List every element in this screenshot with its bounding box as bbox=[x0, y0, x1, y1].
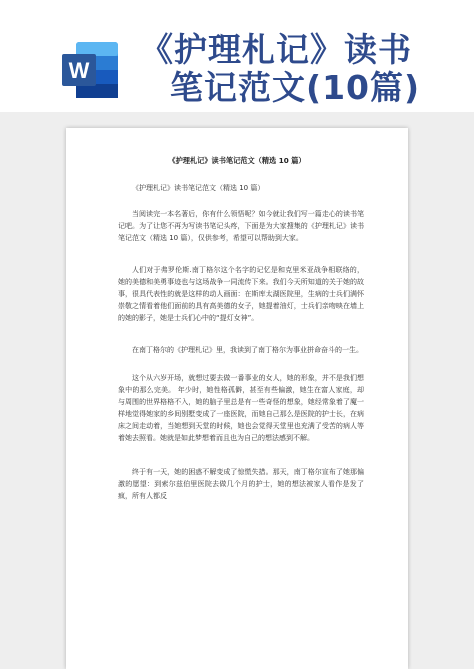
document-subtitle: 《护理札记》读书笔记范文（精选 10 篇） bbox=[132, 184, 265, 192]
page-title-line-2: 笔记范文(10篇) bbox=[170, 68, 421, 107]
paragraph-3: 在南丁格尔的《护理札记》里，我读到了南丁格尔为事业拼命奋斗的一生。 bbox=[132, 346, 363, 354]
paragraph-2: 人们对于弗罗伦斯.南丁格尔这个名字的记忆是和克里米亚战争相联络的，她的美德和美勇事迹也与这场战争一同流传下来。我们今天所知道的关于她的故事，很具代表性的就是这样的动人画面：在斯库太湖医院里，生病的士兵们满怀崇敬之情看着他们面前的具有高美德的女子，她提着油灯，士兵们亲吻映在墙上的她的影子，她是士兵们心中的“提灯女神”。 bbox=[118, 266, 364, 322]
word-document-icon bbox=[58, 38, 122, 102]
document-page bbox=[66, 128, 408, 669]
document-title: 《护理札记》读书笔记范文（精选 10 篇） bbox=[168, 156, 306, 165]
header-banner bbox=[0, 0, 474, 120]
logo-letter: W bbox=[68, 58, 90, 83]
paragraph-4: 这个从六岁开场，就想过要去做一番事业的女人，她的形象，并不是我们想象中的那么完美。 年少时，她性格孤僻，甚至有些偏激，她生在富人家庭，却与周围的世界格格不入，她的脑子里总是有一些奇怪的想象，她经常象着了魔一样地觉得她家的乡间别墅变成了一座医院，而她自己那么是医院的护士长，在病床之间走动着，当她想到天堂的时候，她也会觉得天堂里也充满了受苦的病人等着她去照看。她就是如此梦想着而且也为自己的想法感到不解。 bbox=[118, 374, 364, 442]
paragraph-5: 终于有一天，她的困惑不解变成了惊慌失措。那天，南丁格尔宣布了她那偏激的愿望：到索尔兹伯里医院去做几个月的护士，她的想法被家人看作是发了疯，所有人都反 bbox=[118, 468, 364, 500]
page-title-line-1: 《护理札记》读书 bbox=[140, 30, 412, 69]
paragraph-1: 当阅读完一本名著后，你有什么领悟呢？如今就让我们写一篇走心的读书笔记吧。为了让您不再为写读书笔记头疼，下面是为大家搜集的《护理札记》读书笔记范文（精选 10 篇），仅供参考，希望可以帮助到大家。 bbox=[118, 210, 364, 242]
